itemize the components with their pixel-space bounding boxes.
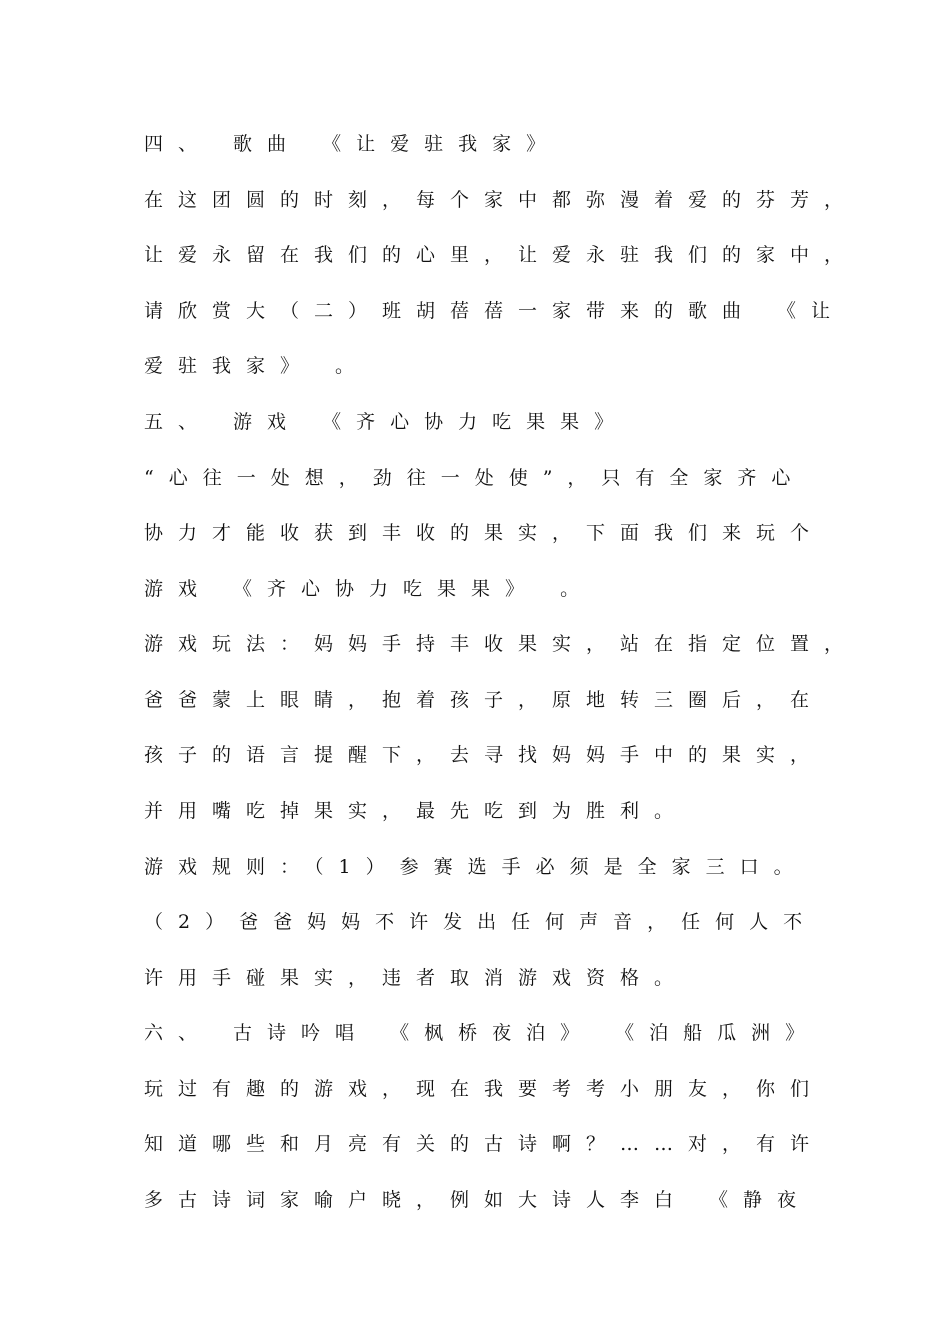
paragraph-line: 在这团圆的时刻，每个家中都弥漫着爱的芬芳，	[144, 189, 859, 211]
paragraph-line: 让爱永留在我们的心里，让爱永驻我们的家中，	[144, 244, 859, 266]
paragraph-line: （2）爸爸妈妈不许发出任何声音，任何人不	[144, 911, 818, 933]
section-heading-song: 四、 歌曲 《让爱驻我家》	[144, 133, 561, 155]
game-method-line: 游戏玩法：妈妈手持丰收果实，站在指定位置，	[144, 633, 859, 655]
section-heading-game: 五、 游戏 《齐心协力吃果果》	[144, 411, 629, 433]
paragraph-line: 多古诗词家喻户晓，例如大诗人李白 《静夜	[144, 1189, 812, 1211]
paragraph-line: 并用嘴吃掉果实，最先吃到为胜利。	[144, 800, 689, 822]
paragraph-line: 游戏 《齐心协力吃果果》 。	[144, 578, 595, 600]
paragraph-line: “心往一处想，劲往一处使”，只有全家齐心	[144, 467, 806, 489]
paragraph-line: 孩子的语言提醒下，去寻找妈妈手中的果实，	[144, 744, 825, 766]
paragraph-line: 爱驻我家》 。	[144, 355, 370, 377]
section-heading-poem: 六、 古诗吟唱 《枫桥夜泊》 《泊船瓜洲》	[144, 1022, 820, 1044]
paragraph-line: 玩过有趣的游戏，现在我要考考小朋友，你们	[144, 1078, 825, 1100]
paragraph-line: 许用手碰果实，违者取消游戏资格。	[144, 967, 689, 989]
paragraph-line: 请欣赏大（二）班胡蓓蓓一家带来的歌曲 《让	[144, 300, 846, 322]
paragraph-line: 协力才能收获到丰收的果实，下面我们来玩个	[144, 522, 825, 544]
game-rules-line: 游戏规则：（1）参赛选手必须是全家三口。	[144, 856, 808, 878]
paragraph-line: 爸爸蒙上眼睛，抱着孩子，原地转三圈后，在	[144, 689, 825, 711]
paragraph-line: 知道哪些和月亮有关的古诗啊？……对，有许	[144, 1133, 825, 1155]
